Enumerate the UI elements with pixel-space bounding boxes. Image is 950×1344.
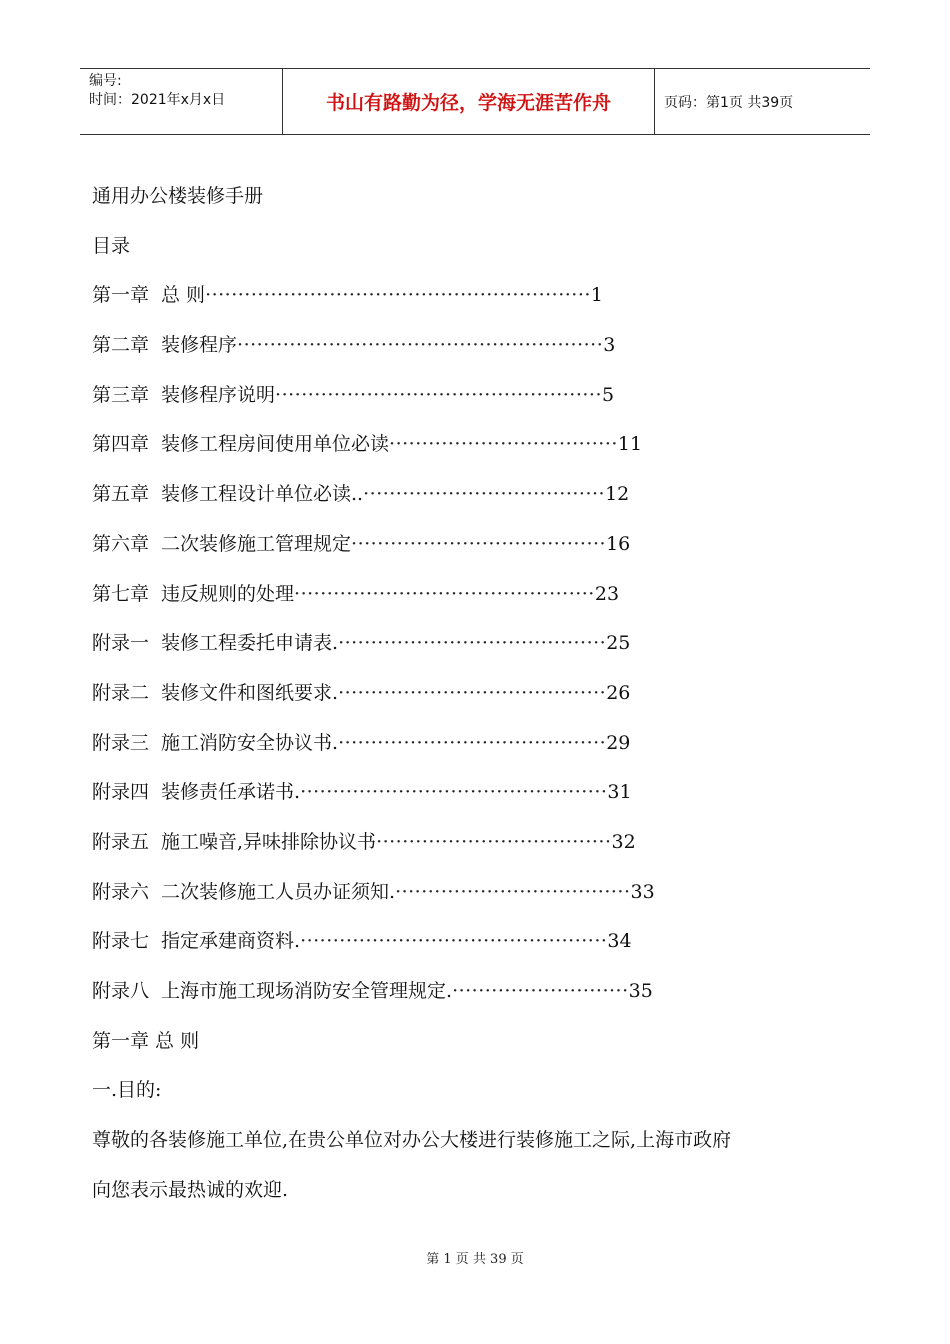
toc-entry-chapter: 第三章 (92, 383, 150, 406)
toc-entry-leader: ········································· (338, 731, 607, 754)
toc-entry-leader: ···································· (395, 880, 631, 903)
toc-entry (92, 818, 872, 868)
toc-entry (92, 768, 872, 818)
toc-entry-chapter: 第七章 (92, 582, 150, 605)
toc-entry-leader: ·················································· (275, 383, 603, 406)
toc-entry-page: 29 (606, 731, 631, 754)
toc-entry-chapter: 第二章 (92, 334, 150, 357)
toc-entry-title: 施工噪音,异味排除协议书 (161, 830, 377, 853)
toc-entry-chapter: 附录五 (92, 830, 150, 853)
toc-entry-chapter: 附录一 (92, 632, 150, 655)
toc-entry-leader: ·············································· (294, 582, 595, 605)
number-label: 编号: (89, 73, 122, 89)
toc-entry-chapter: 附录三 (92, 731, 150, 754)
toc-entry-title: 二次装修施工人员办证须知. (161, 880, 396, 903)
toc-entry-page: 33 (630, 880, 655, 903)
toc-entry-chapter: 附录七 (92, 930, 150, 953)
toc-entry-title: 指定承建商资料. (161, 930, 301, 953)
toc-entry-leader: ··························· (452, 980, 629, 1002)
toc-entry (92, 470, 872, 520)
toc-entry-page: 25 (606, 632, 631, 655)
toc-entry-title: 装修工程委托申请表. (161, 632, 339, 655)
toc-entry-leader: ························································ (237, 334, 604, 357)
toc-entry-title: 装修程序说明 (161, 383, 276, 406)
toc-entry-page: 3 (603, 334, 616, 357)
section-heading: 一.目的: (92, 1079, 162, 1102)
toc-entry (92, 619, 872, 669)
page-footer: 第 1 页 共 39 页 (426, 1252, 524, 1267)
toc-entry-chapter: 第五章 (92, 483, 150, 506)
toc-entry-leader: ······································· (351, 532, 607, 555)
toc-entry-page: 34 (607, 930, 632, 953)
toc-entry-title: 二次装修施工管理规定 (161, 532, 352, 555)
header-meta (80, 69, 283, 134)
toc-entry (92, 371, 872, 421)
toc-entry-chapter: 第四章 (92, 433, 150, 456)
toc-entry-page: 31 (607, 781, 632, 804)
toc-entry-leader: ····································· (363, 483, 606, 506)
toc-entry-leader: ··············································· (300, 781, 608, 804)
paragraph-line: 向您表示最热诚的欢迎. (92, 1178, 289, 1201)
toc-entry-chapter: 附录二 (92, 681, 150, 704)
toc-entry-leader: ········································· (338, 632, 607, 655)
toc-entry-title: 装修文件和图纸要求. (161, 681, 339, 704)
toc-entry-leader: ··············································· (300, 930, 608, 953)
toc-entry-chapter: 附录八 (92, 980, 150, 1002)
toc-entry (92, 520, 872, 570)
toc-entry-title: 装修工程房间使用单位必读 (161, 433, 390, 456)
toc-entry-title: 装修责任承诺书. (161, 781, 301, 804)
toc-entry-page: 1 (590, 284, 603, 307)
table-of-contents (92, 271, 872, 1016)
toc-entry-page: 5 (602, 383, 615, 406)
toc-entry-title: 总 则 (161, 284, 206, 307)
toc-entry (92, 321, 872, 371)
toc-entry-leader: ··································· (389, 433, 618, 456)
toc-entry (92, 271, 872, 321)
toc-entry (92, 967, 872, 1017)
toc-entry-chapter: 第六章 (92, 532, 150, 555)
toc-entry-title: 上海市施工现场消防安全管理规定. (161, 980, 453, 1002)
paragraph-line: 尊敬的各装修施工单位,在贵公单位对办公大楼进行装修施工之际,上海市政府 (92, 1129, 732, 1152)
toc-entry (92, 719, 872, 769)
toc-entry (92, 420, 872, 470)
toc-entry-page: 26 (606, 681, 631, 704)
chapter-heading: 第一章 总 则 (92, 1029, 200, 1052)
toc-entry-leader: ··························································· (205, 284, 591, 307)
document-body (92, 172, 872, 1215)
toc-heading: 目录 (92, 234, 131, 257)
toc-entry (92, 917, 872, 967)
time-label: 时间：2021年x月x日 (89, 92, 226, 108)
toc-entry-chapter: 附录六 (92, 880, 150, 903)
toc-entry-title: 装修工程设计单位必读.. (161, 483, 364, 506)
toc-entry-page: 12 (605, 483, 630, 506)
header-motto: 书山有路勤为径，学海无涯苦作舟 (283, 69, 655, 134)
toc-entry-page: 11 (617, 433, 643, 456)
toc-entry (92, 669, 872, 719)
toc-entry-title: 装修程序 (161, 334, 238, 357)
toc-entry-title: 施工消防安全协议书. (161, 731, 339, 754)
page-header (80, 68, 870, 135)
toc-entry-leader: ········································· (338, 681, 607, 704)
toc-entry (92, 868, 872, 918)
header-page-info: 页码：第1页 共39页 (664, 94, 794, 111)
toc-entry-page: 23 (594, 582, 620, 605)
toc-entry (92, 570, 872, 620)
document-title: 通用办公楼装修手册 (92, 185, 264, 207)
toc-entry-leader: ···································· (376, 830, 612, 853)
toc-entry-chapter: 第一章 (92, 284, 150, 307)
toc-entry-page: 16 (606, 532, 631, 555)
toc-entry-chapter: 附录四 (92, 781, 150, 804)
toc-entry-page: 32 (611, 830, 636, 853)
toc-entry-title: 违反规则的处理 (161, 582, 295, 605)
toc-entry-page: 35 (628, 980, 653, 1002)
